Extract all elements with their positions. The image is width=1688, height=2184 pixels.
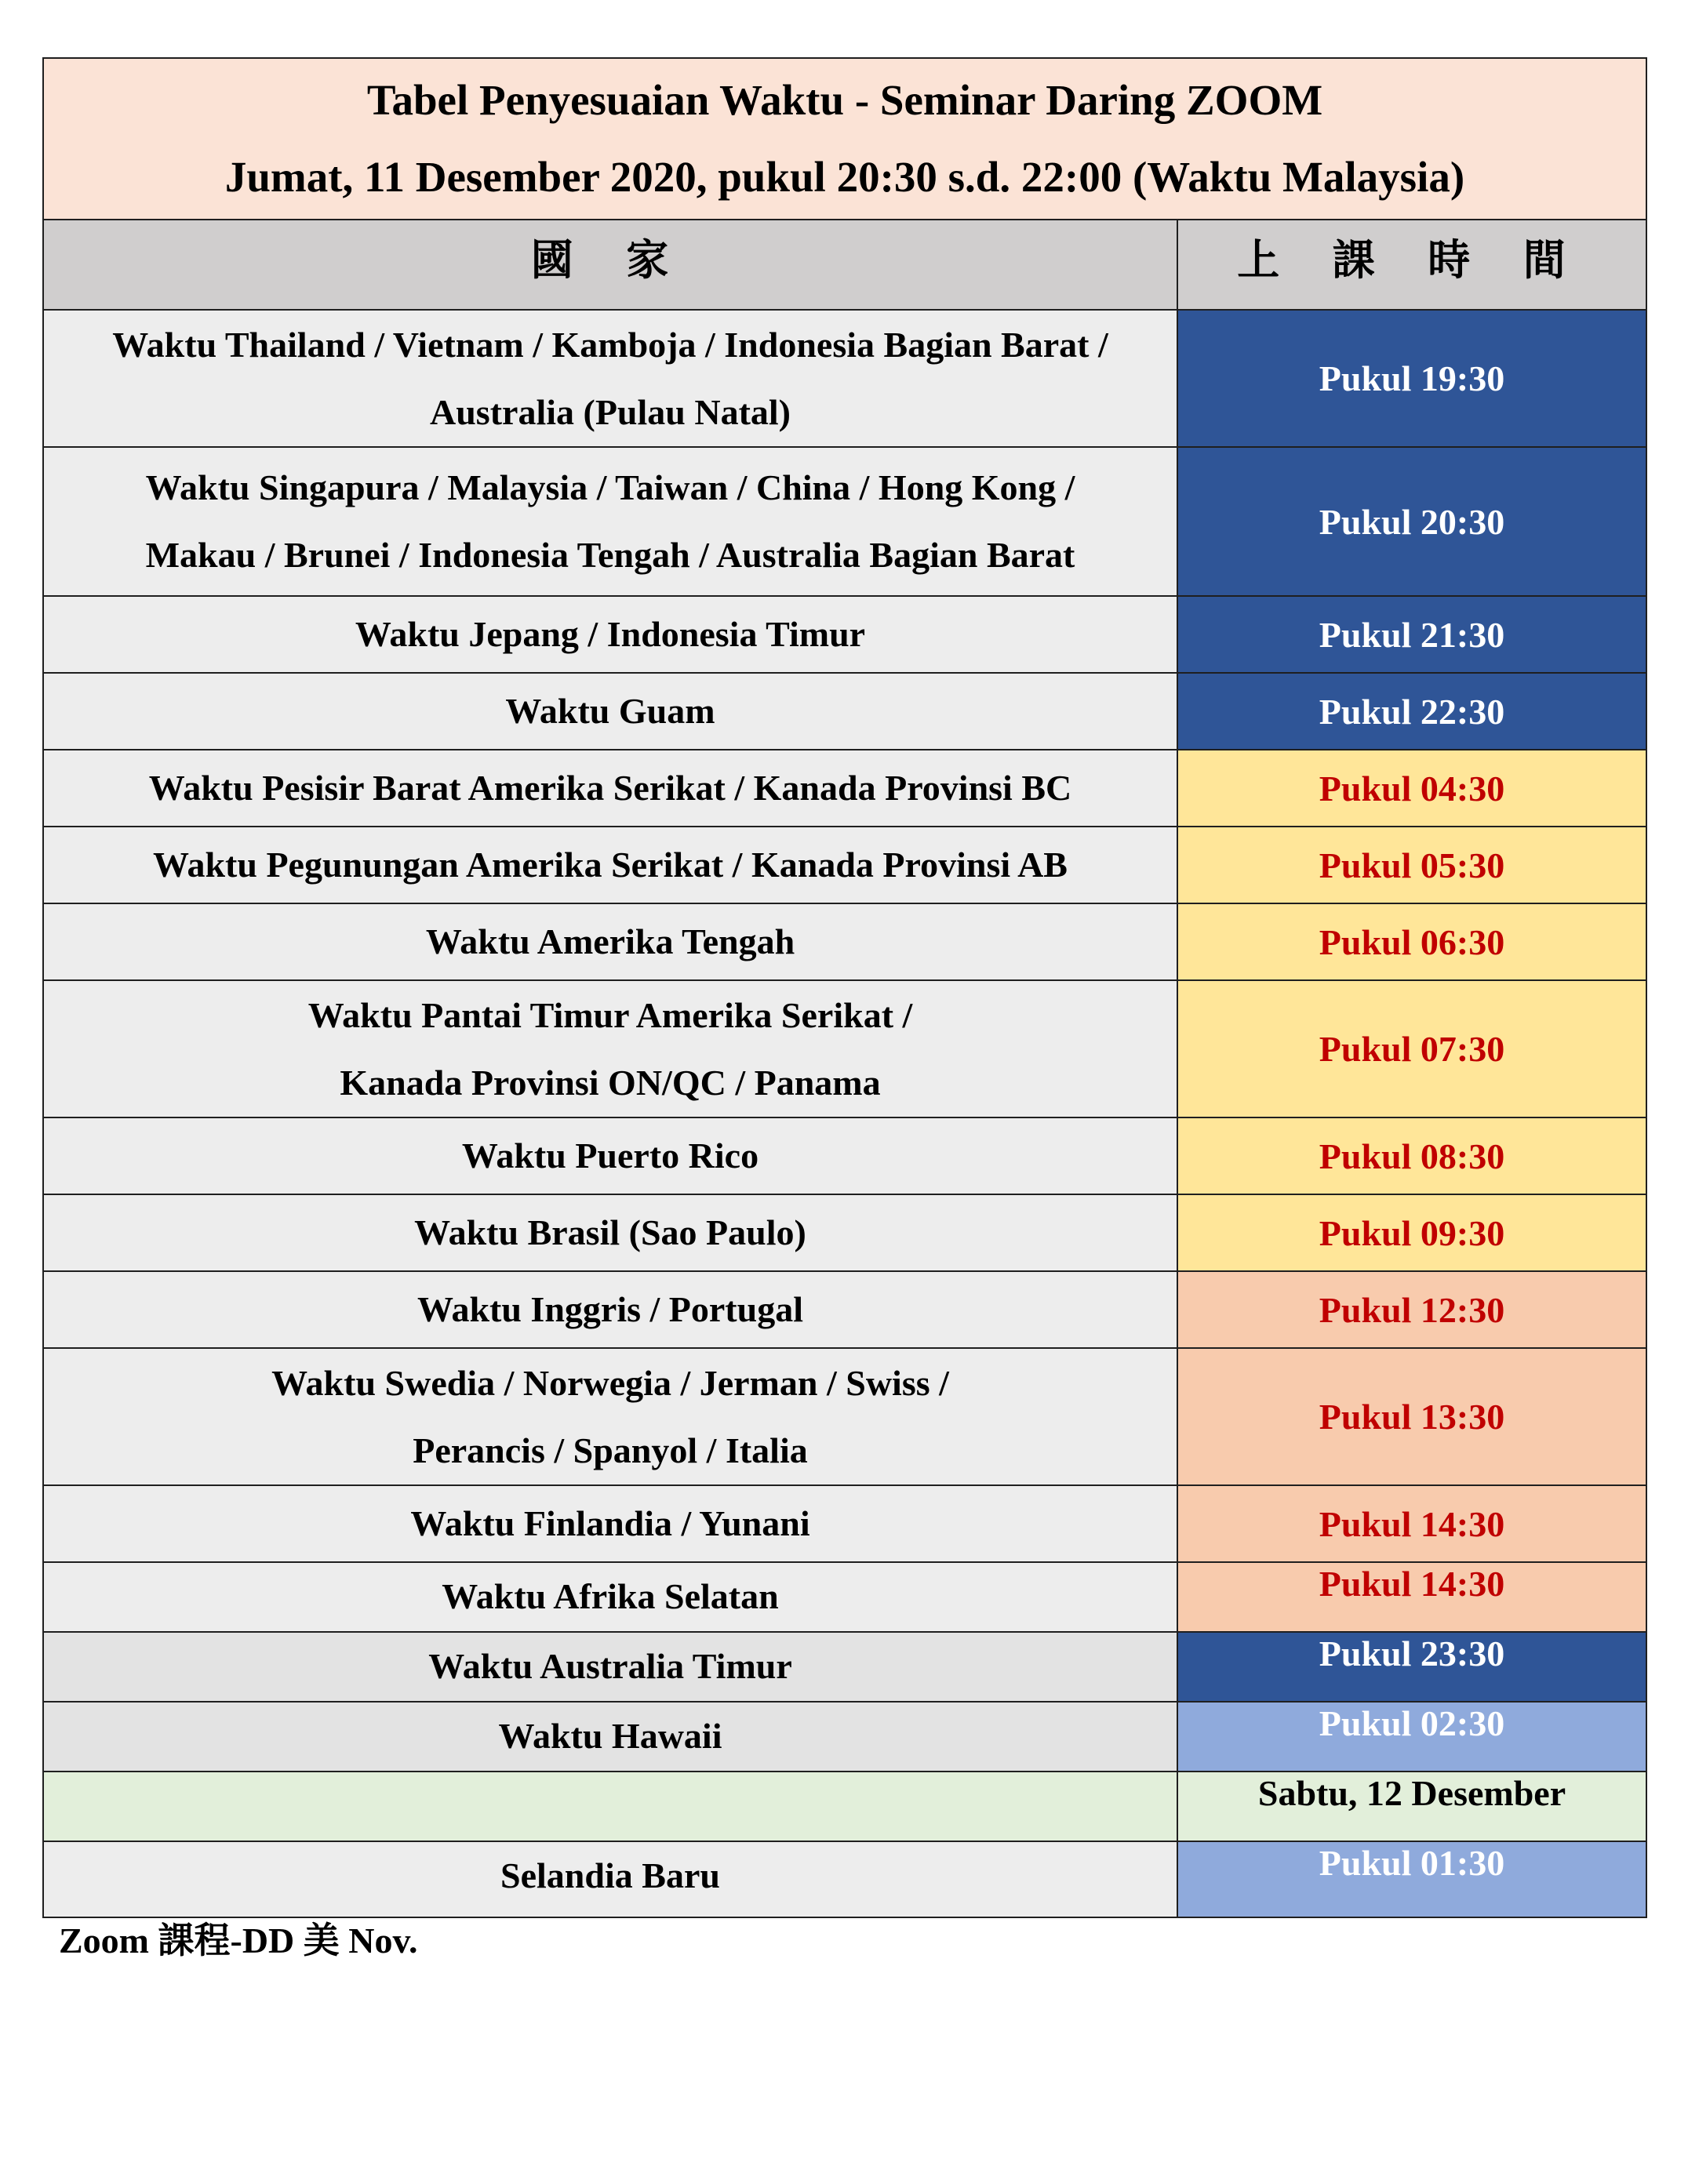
country-cell: Waktu Afrika Selatan: [43, 1562, 1177, 1632]
time-cell: Pukul 12:30: [1177, 1271, 1646, 1348]
time-cell: Pukul 02:30: [1177, 1702, 1646, 1772]
time-cell: Pukul 21:30: [1177, 596, 1646, 673]
date-cell: Sabtu, 12 Desember: [1177, 1772, 1646, 1841]
table-row: [43, 1562, 1646, 1632]
country-cell: Waktu Hawaii: [43, 1702, 1177, 1772]
table-row: [43, 903, 1646, 980]
table-row: [43, 1194, 1646, 1271]
table-title: [43, 58, 1646, 220]
country-cell: Waktu Puerto Rico: [43, 1117, 1177, 1194]
country-cell: Waktu Pegunungan Amerika Serikat / Kanada Provinsi AB: [43, 827, 1177, 903]
time-cell: Pukul 04:30: [1177, 750, 1646, 827]
time-cell: Pukul 01:30: [1177, 1841, 1646, 1917]
country-line-2: Kanada Provinsi ON/QC / Panama: [340, 1062, 881, 1103]
country-line-1: Waktu Thailand / Vietnam / Kamboja / Indonesia Bagian Barat /: [112, 324, 1108, 365]
table-row: [43, 447, 1646, 596]
country-cell: [43, 980, 1177, 1117]
table-row: [43, 596, 1646, 673]
time-cell: Pukul 13:30: [1177, 1348, 1646, 1485]
time-cell: Pukul 19:30: [1177, 310, 1646, 447]
country-line-2: Makau / Brunei / Indonesia Tengah / Australia Bagian Barat: [145, 535, 1075, 575]
time-cell: Pukul 14:30: [1177, 1562, 1646, 1632]
time-cell: Pukul 14:30: [1177, 1485, 1646, 1562]
time-cell: Pukul 08:30: [1177, 1117, 1646, 1194]
country-line-2: Perancis / Spanyol / Italia: [413, 1430, 808, 1470]
time-cell: Pukul 20:30: [1177, 447, 1646, 596]
country-line-1: Waktu Pantai Timur Amerika Serikat /: [307, 994, 913, 1035]
time-cell: Pukul 22:30: [1177, 673, 1646, 750]
time-cell: Pukul 06:30: [1177, 903, 1646, 980]
country-line-1: Waktu Swedia / Norwegia / Jerman / Swiss /: [271, 1362, 949, 1403]
country-cell: [43, 310, 1177, 447]
table-row: [43, 1772, 1646, 1841]
table-row: [43, 1632, 1646, 1702]
title-line-1: Tabel Penyesuaian Waktu - Seminar Daring ZOOM: [366, 76, 1323, 124]
country-cell: Waktu Finlandia / Yunani: [43, 1485, 1177, 1562]
time-cell: Pukul 23:30: [1177, 1632, 1646, 1702]
time-cell: Pukul 07:30: [1177, 980, 1646, 1117]
header-country: 國 家: [43, 220, 1177, 310]
country-cell: Waktu Amerika Tengah: [43, 903, 1177, 980]
table-row: [43, 1271, 1646, 1348]
country-cell: [43, 1772, 1177, 1841]
country-cell: Waktu Guam: [43, 673, 1177, 750]
time-cell: Pukul 05:30: [1177, 827, 1646, 903]
country-line-1: Waktu Singapura / Malaysia / Taiwan / China / Hong Kong /: [145, 467, 1075, 507]
table-row: [43, 980, 1646, 1117]
country-cell: Waktu Pesisir Barat Amerika Serikat / Kanada Provinsi BC: [43, 750, 1177, 827]
country-cell: [43, 1348, 1177, 1485]
table-row: [43, 310, 1646, 447]
table-row: [43, 1841, 1646, 1917]
time-conversion-table: [42, 57, 1647, 1918]
country-cell: Waktu Jepang / Indonesia Timur: [43, 596, 1177, 673]
table-row: [43, 673, 1646, 750]
country-cell: Waktu Australia Timur: [43, 1632, 1177, 1702]
table-row: [43, 1348, 1646, 1485]
table-row: [43, 1702, 1646, 1772]
table-row: [43, 827, 1646, 903]
country-cell: Selandia Baru: [43, 1841, 1177, 1917]
footer-note: Zoom 課程-DD 美 Nov.: [59, 1921, 418, 1961]
table-row: [43, 1485, 1646, 1562]
country-line-2: Australia (Pulau Natal): [430, 391, 791, 432]
header-time: 上 課 時 間: [1177, 220, 1646, 310]
country-cell: [43, 447, 1177, 596]
table-row: [43, 750, 1646, 827]
country-cell: Waktu Inggris / Portugal: [43, 1271, 1177, 1348]
title-line-2: Jumat, 11 Desember 2020, pukul 20:30 s.d. 22:00 (Waktu Malaysia): [224, 153, 1465, 201]
country-cell: Waktu Brasil (Sao Paulo): [43, 1194, 1177, 1271]
time-cell: Pukul 09:30: [1177, 1194, 1646, 1271]
table-row: [43, 1117, 1646, 1194]
